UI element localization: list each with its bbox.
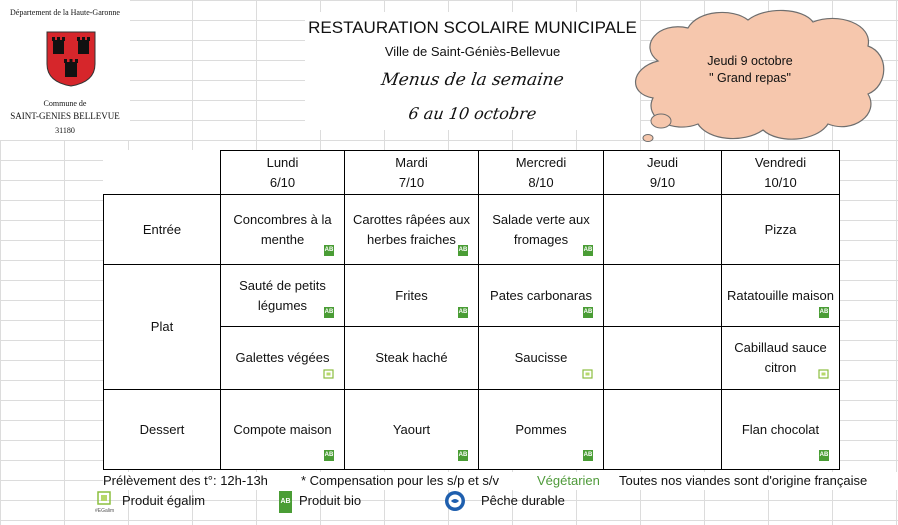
- dish-name: Pommes: [515, 421, 567, 437]
- menu-cell: [345, 265, 479, 327]
- menu-cell: [345, 390, 479, 470]
- menu-cell: [345, 327, 479, 390]
- page-title: RESTAURATION SCOLAIRE MUNICIPALE: [308, 18, 637, 37]
- bio-badge-icon: AB: [324, 307, 334, 318]
- menu-cell: [221, 265, 345, 327]
- bio-badge-icon: AB: [324, 450, 334, 461]
- temperature-note: Prélèvement des t°: 12h-13h: [103, 473, 268, 488]
- day-header-lundi: Lundi 6/10: [221, 151, 345, 195]
- dish-name: Pates carbonaras: [490, 287, 592, 303]
- row-label-dessert: Dessert: [104, 390, 221, 470]
- bio-badge-icon: AB: [458, 307, 468, 318]
- bio-badge-icon: AB: [324, 245, 334, 256]
- corner-cell: [104, 151, 221, 195]
- origin-note: Toutes nos viandes sont d'origine française: [619, 473, 868, 488]
- dish-name: Salade verte aux fromages: [492, 211, 590, 247]
- row-label-plat: Plat: [104, 265, 221, 390]
- egalim-badge-icon: [818, 369, 829, 381]
- menu-cell: [345, 195, 479, 265]
- footer-notes: [103, 472, 898, 490]
- menu-cell: [722, 195, 840, 265]
- week-dates: 6 au 10 octobre: [407, 104, 538, 123]
- menu-cell: [604, 327, 722, 390]
- sustainable-fishing-icon: [444, 490, 466, 512]
- department-label: Département de la Haute-Garonne: [10, 8, 120, 17]
- bio-badge-icon: AB: [583, 450, 593, 461]
- menu-cell: [479, 390, 604, 470]
- table-header-row: [104, 151, 840, 195]
- dish-name: Flan chocolat: [741, 421, 820, 437]
- dish-name: Frites: [395, 287, 428, 303]
- egalim-icon: [96, 491, 112, 509]
- bio-badge-icon: AB: [458, 450, 468, 461]
- bio-badge-icon: AB: [819, 450, 829, 461]
- bio-icon: AB: [279, 491, 292, 513]
- bio-badge-icon: AB: [819, 307, 829, 318]
- dish-name: Cabillaud sauce citron: [734, 340, 827, 375]
- bio-legend: Produit bio: [299, 493, 362, 508]
- postcode: 31180: [55, 126, 75, 135]
- table-row: [104, 265, 840, 327]
- menu-cell: [479, 265, 604, 327]
- day-header-jeudi: Jeudi 9/10: [604, 151, 722, 195]
- commune-name: SAINT-GENIES BELLEVUE: [10, 111, 120, 121]
- callout-date: Jeudi 9 octobre: [707, 54, 793, 68]
- menu-cell: [722, 265, 840, 327]
- menu-cell: [221, 327, 345, 390]
- menu-cell: [479, 327, 604, 390]
- table-row: [104, 390, 840, 470]
- day-header-mercredi: Mercredi 8/10: [479, 151, 604, 195]
- menu-cell: [722, 390, 840, 470]
- dish-name: Ratatouille maison: [727, 287, 834, 303]
- menu-cell: [722, 327, 840, 390]
- callout-event: " Grand repas": [709, 71, 791, 85]
- vegetarian-legend: Végétarien: [537, 473, 600, 488]
- day-header-vendredi: Vendredi 10/10: [722, 151, 840, 195]
- dish-name: Concombres à la menthe: [233, 211, 332, 247]
- bio-badge-icon: AB: [583, 307, 593, 318]
- row-label-entree: Entrée: [104, 195, 221, 265]
- menu-cell: [604, 195, 722, 265]
- fishing-legend: Pêche durable: [481, 493, 565, 508]
- compensation-note: * Compensation pour les s/p et s/v: [301, 473, 499, 488]
- menu-cell: [604, 390, 722, 470]
- dish-name: Sauté de petits légumes: [239, 277, 326, 313]
- dish-name: Galettes végées: [235, 350, 330, 365]
- week-menu-heading: Menus de la semaine: [379, 70, 566, 90]
- egalim-badge-icon: [323, 369, 334, 381]
- coat-of-arms-icon: [45, 30, 97, 88]
- dish-name: Compote maison: [233, 421, 332, 437]
- egalim-badge-icon: [582, 369, 593, 381]
- table-row: [104, 195, 840, 265]
- egalim-legend: Produit égalim: [122, 493, 206, 508]
- egalim-caption: #EGalim: [95, 508, 115, 514]
- menu-cell: [221, 195, 345, 265]
- dish-name: Saucisse: [514, 350, 568, 365]
- bio-badge-icon: AB: [583, 245, 593, 256]
- dish-name: Yaourt: [392, 421, 431, 437]
- special-meal-callout: [650, 53, 850, 87]
- commune-label: Commune de: [43, 99, 87, 108]
- menu-cell: [604, 265, 722, 327]
- dish-name: Steak haché: [375, 350, 448, 365]
- town-subtitle: Ville de Saint-Géniès-Bellevue: [384, 44, 561, 59]
- menu-table: [103, 150, 840, 470]
- bio-badge-icon: AB: [458, 245, 468, 256]
- dish-name: Carottes râpées aux herbes fraiches: [352, 211, 471, 247]
- menu-cell: [221, 390, 345, 470]
- dish-name: Pizza: [764, 221, 797, 237]
- logo-block: [0, 0, 130, 140]
- day-header-mardi: Mardi 7/10: [345, 151, 479, 195]
- menu-cell: [479, 195, 604, 265]
- legend: [95, 490, 898, 520]
